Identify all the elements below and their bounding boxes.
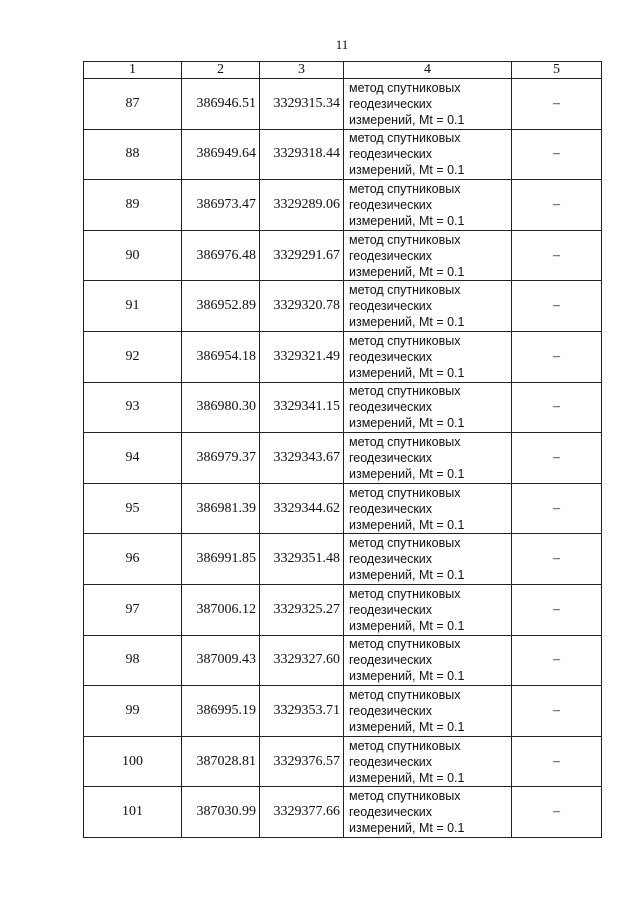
method-line: геодезических xyxy=(349,248,433,263)
method-line: геодезических xyxy=(349,703,433,718)
point-number-cell: 94 xyxy=(84,433,182,484)
method-line: метод спутниковых xyxy=(349,181,461,196)
point-number-cell: 93 xyxy=(84,382,182,433)
method-line: метод спутниковых xyxy=(349,485,461,500)
method-line: измерений, Mt = 0.1 xyxy=(349,466,465,481)
method-line: геодезических xyxy=(349,96,433,111)
x-coordinate-cell: 386976.48 xyxy=(182,230,260,281)
note-cell: – xyxy=(512,736,602,787)
note-cell: – xyxy=(512,281,602,332)
method-line: метод спутниковых xyxy=(349,131,461,146)
coordinates-table xyxy=(83,61,602,838)
point-number-cell: 98 xyxy=(84,635,182,686)
method-cell xyxy=(344,736,512,787)
method-line: геодезических xyxy=(349,400,433,415)
x-coordinate-cell: 387030.99 xyxy=(182,787,260,838)
method-line: метод спутниковых xyxy=(349,536,461,551)
table-row xyxy=(84,534,602,585)
y-coordinate-cell: 3329377.66 xyxy=(260,787,344,838)
note-cell: – xyxy=(512,635,602,686)
x-coordinate-cell: 386952.89 xyxy=(182,281,260,332)
y-coordinate-cell: 3329353.71 xyxy=(260,686,344,737)
y-coordinate-cell: 3329376.57 xyxy=(260,736,344,787)
method-cell xyxy=(344,584,512,635)
method-line: метод спутниковых xyxy=(349,232,461,247)
method-line: геодезических xyxy=(349,754,433,769)
method-cell xyxy=(344,79,512,130)
y-coordinate-cell: 3329318.44 xyxy=(260,129,344,180)
method-line: измерений, Mt = 0.1 xyxy=(349,821,465,836)
column-header-2: 2 xyxy=(182,62,260,79)
method-line: геодезических xyxy=(349,299,433,314)
table-row xyxy=(84,180,602,231)
note-cell: – xyxy=(512,79,602,130)
y-coordinate-cell: 3329289.06 xyxy=(260,180,344,231)
method-cell xyxy=(344,686,512,737)
note-cell: – xyxy=(512,787,602,838)
method-line: метод спутниковых xyxy=(349,283,461,298)
method-line: геодезических xyxy=(349,147,433,162)
y-coordinate-cell: 3329327.60 xyxy=(260,635,344,686)
method-cell xyxy=(344,635,512,686)
y-coordinate-cell: 3329315.34 xyxy=(260,79,344,130)
table-row xyxy=(84,686,602,737)
method-line: метод спутниковых xyxy=(349,333,461,348)
method-cell xyxy=(344,534,512,585)
page-number: 11 xyxy=(335,37,349,52)
method-line: измерений, Mt = 0.1 xyxy=(349,517,465,532)
column-header-5: 5 xyxy=(512,62,602,79)
method-line: измерений, Mt = 0.1 xyxy=(349,669,465,684)
method-cell xyxy=(344,787,512,838)
note-cell: – xyxy=(512,331,602,382)
method-line: геодезических xyxy=(349,501,433,516)
method-line: метод спутниковых xyxy=(349,687,461,702)
point-number-cell: 88 xyxy=(84,129,182,180)
method-line: геодезических xyxy=(349,349,433,364)
y-coordinate-cell: 3329321.49 xyxy=(260,331,344,382)
method-line: метод спутниковых xyxy=(349,80,461,95)
method-line: измерений, Mt = 0.1 xyxy=(349,770,465,785)
method-line: измерений, Mt = 0.1 xyxy=(349,213,465,228)
x-coordinate-cell: 386949.64 xyxy=(182,129,260,180)
point-number-cell: 95 xyxy=(84,483,182,534)
method-line: метод спутниковых xyxy=(349,789,461,804)
method-cell xyxy=(344,433,512,484)
column-header-1: 1 xyxy=(84,62,182,79)
note-cell: – xyxy=(512,433,602,484)
method-cell xyxy=(344,382,512,433)
method-line: измерений, Mt = 0.1 xyxy=(349,315,465,330)
point-number-cell: 87 xyxy=(84,79,182,130)
table-row xyxy=(84,382,602,433)
table-row xyxy=(84,736,602,787)
point-number-cell: 91 xyxy=(84,281,182,332)
note-cell: – xyxy=(512,686,602,737)
x-coordinate-cell: 386973.47 xyxy=(182,180,260,231)
y-coordinate-cell: 3329341.15 xyxy=(260,382,344,433)
method-line: геодезических xyxy=(349,552,433,567)
point-number-cell: 101 xyxy=(84,787,182,838)
column-header-4: 4 xyxy=(344,62,512,79)
x-coordinate-cell: 386981.39 xyxy=(182,483,260,534)
method-cell xyxy=(344,129,512,180)
table-row xyxy=(84,331,602,382)
method-line: метод спутниковых xyxy=(349,384,461,399)
method-line: измерений, Mt = 0.1 xyxy=(349,568,465,583)
y-coordinate-cell: 3329325.27 xyxy=(260,584,344,635)
note-cell: – xyxy=(512,230,602,281)
method-line: геодезических xyxy=(349,805,433,820)
method-line: измерений, Mt = 0.1 xyxy=(349,264,465,279)
method-line: измерений, Mt = 0.1 xyxy=(349,163,465,178)
method-line: геодезических xyxy=(349,602,433,617)
table-header xyxy=(84,62,602,79)
note-cell: – xyxy=(512,483,602,534)
point-number-cell: 92 xyxy=(84,331,182,382)
y-coordinate-cell: 3329351.48 xyxy=(260,534,344,585)
x-coordinate-cell: 387028.81 xyxy=(182,736,260,787)
y-coordinate-cell: 3329344.62 xyxy=(260,483,344,534)
method-cell xyxy=(344,180,512,231)
method-cell xyxy=(344,331,512,382)
table-row xyxy=(84,433,602,484)
method-line: метод спутниковых xyxy=(349,434,461,449)
table-row xyxy=(84,584,602,635)
table-row xyxy=(84,79,602,130)
table-row xyxy=(84,281,602,332)
x-coordinate-cell: 386954.18 xyxy=(182,331,260,382)
table-row xyxy=(84,787,602,838)
note-cell: – xyxy=(512,534,602,585)
column-header-3: 3 xyxy=(260,62,344,79)
x-coordinate-cell: 386979.37 xyxy=(182,433,260,484)
point-number-cell: 90 xyxy=(84,230,182,281)
method-line: метод спутниковых xyxy=(349,738,461,753)
x-coordinate-cell: 386995.19 xyxy=(182,686,260,737)
method-cell xyxy=(344,483,512,534)
method-line: измерений, Mt = 0.1 xyxy=(349,365,465,380)
table-body xyxy=(84,79,602,838)
table-row xyxy=(84,129,602,180)
note-cell: – xyxy=(512,382,602,433)
note-cell: – xyxy=(512,584,602,635)
point-number-cell: 99 xyxy=(84,686,182,737)
method-line: измерений, Mt = 0.1 xyxy=(349,618,465,633)
method-line: геодезических xyxy=(349,653,433,668)
method-line: измерений, Mt = 0.1 xyxy=(349,112,465,127)
method-line: метод спутниковых xyxy=(349,586,461,601)
method-cell xyxy=(344,230,512,281)
method-line: измерений, Mt = 0.1 xyxy=(349,416,465,431)
point-number-cell: 97 xyxy=(84,584,182,635)
x-coordinate-cell: 387009.43 xyxy=(182,635,260,686)
y-coordinate-cell: 3329320.78 xyxy=(260,281,344,332)
method-line: измерений, Mt = 0.1 xyxy=(349,719,465,734)
note-cell: – xyxy=(512,129,602,180)
method-line: геодезических xyxy=(349,450,433,465)
point-number-cell: 100 xyxy=(84,736,182,787)
y-coordinate-cell: 3329343.67 xyxy=(260,433,344,484)
point-number-cell: 96 xyxy=(84,534,182,585)
x-coordinate-cell: 386980.30 xyxy=(182,382,260,433)
x-coordinate-cell: 387006.12 xyxy=(182,584,260,635)
x-coordinate-cell: 386946.51 xyxy=(182,79,260,130)
y-coordinate-cell: 3329291.67 xyxy=(260,230,344,281)
method-line: метод спутниковых xyxy=(349,637,461,652)
header-row xyxy=(84,62,602,79)
method-cell xyxy=(344,281,512,332)
note-cell: – xyxy=(512,180,602,231)
method-line: геодезических xyxy=(349,197,433,212)
table-row xyxy=(84,230,602,281)
x-coordinate-cell: 386991.85 xyxy=(182,534,260,585)
point-number-cell: 89 xyxy=(84,180,182,231)
table-row xyxy=(84,483,602,534)
table-row xyxy=(84,635,602,686)
